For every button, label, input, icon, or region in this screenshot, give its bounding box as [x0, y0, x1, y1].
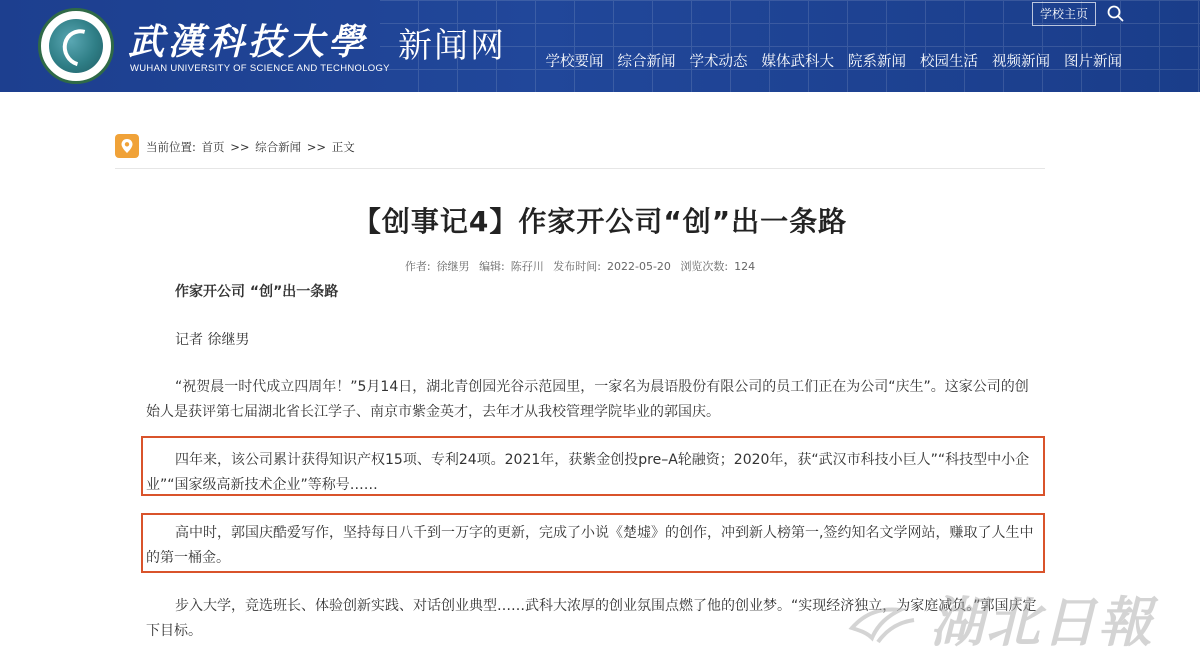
- date-label: 发布时间:: [553, 260, 601, 273]
- author-label: 作者:: [404, 260, 431, 273]
- nav-item-general-news[interactable]: 综合新闻: [617, 54, 676, 70]
- article-subtitle: 作家开公司 “创”出一条路: [175, 284, 339, 300]
- breadcrumb-current: 正文: [331, 140, 355, 154]
- views-label: 浏览次数:: [680, 260, 729, 273]
- newspaper-watermark: 湖北日報: [930, 590, 1154, 654]
- breadcrumb-home-link[interactable]: 首页: [201, 140, 225, 154]
- breadcrumb-separator: >>: [230, 140, 250, 154]
- school-home-link[interactable]: 学校主页: [1032, 2, 1096, 26]
- article-meta: [0, 258, 1160, 274]
- article-title: 【创事记4】作家开公司“创”出一条路: [352, 205, 848, 238]
- author-value: 徐继男: [436, 260, 470, 273]
- nav-item-academic[interactable]: 学术动态: [689, 54, 748, 70]
- nav-item-school-news[interactable]: 学校要闻: [545, 54, 604, 70]
- nav-item-campus-life[interactable]: 校园生活: [920, 54, 978, 70]
- breadcrumb-divider: [115, 168, 1045, 169]
- site-name: 新闻网: [398, 26, 506, 66]
- editor-value: 陈孖川: [510, 260, 544, 273]
- breadcrumb-section-link[interactable]: 综合新闻: [255, 140, 302, 154]
- nav-item-media[interactable]: 媒体武科大: [761, 54, 834, 70]
- search-icon[interactable]: [1107, 5, 1124, 22]
- watermark-logo-icon: [848, 598, 918, 650]
- nav-item-photo-news[interactable]: 图片新闻: [1064, 54, 1122, 70]
- school-name-en: WUHAN UNIVERSITY OF SCIENCE AND TECHNOLOGY: [130, 63, 390, 74]
- location-pin-icon: [115, 134, 139, 158]
- article-paragraph: “祝贺晨一时代成立四周年！”5月14日，湖北青创园光谷示范园里，一家名为晨语股份有限公司的员工们正在为公司“庆生”。这家公司的创始人是获评第七届湖北省长江学子、南京市紫金英才，去年才从我校管理学院毕业的郭国庆。: [146, 379, 1029, 420]
- school-name-cn: 武漢科技大學: [128, 21, 369, 63]
- site-header: [0, 0, 1200, 92]
- date-value: 2022-05-20: [607, 260, 671, 273]
- breadcrumb: [146, 139, 357, 155]
- views-value: 124: [734, 260, 756, 273]
- main-nav: [546, 50, 1123, 71]
- nav-item-video-news[interactable]: 视频新闻: [992, 54, 1050, 70]
- nav-item-department-news[interactable]: 院系新闻: [848, 54, 906, 70]
- article-reporter: 记者 徐继男: [175, 332, 250, 348]
- editor-label: 编辑:: [479, 260, 505, 273]
- article-paragraph: 步入大学，竞选班长、体验创新实践、对话创业典型……武科大浓厚的创业氛围点燃了他的创业梦。“实现经济独立，为家庭减负。”郭国庆定下目标。: [146, 598, 1037, 639]
- article-paragraph: 高中时，郭国庆酷爱写作，坚持每日八千到一万字的更新，完成了小说《楚墟》的创作，冲到新人榜第一,签约知名文学网站，赚取了人生中的第一桶金。: [146, 525, 1034, 566]
- school-seal-logo[interactable]: [38, 8, 114, 84]
- breadcrumb-separator: >>: [306, 140, 327, 154]
- article-paragraph: 四年来，该公司累计获得知识产权15项、专利24项。2021年，获紫金创投pre–A轮融资；2020年，获“武汉市科技小巨人”“科技型中小企业”“国家级高新技术企业”等称号……: [146, 452, 1030, 493]
- breadcrumb-prefix: 当前位置:: [146, 140, 196, 154]
